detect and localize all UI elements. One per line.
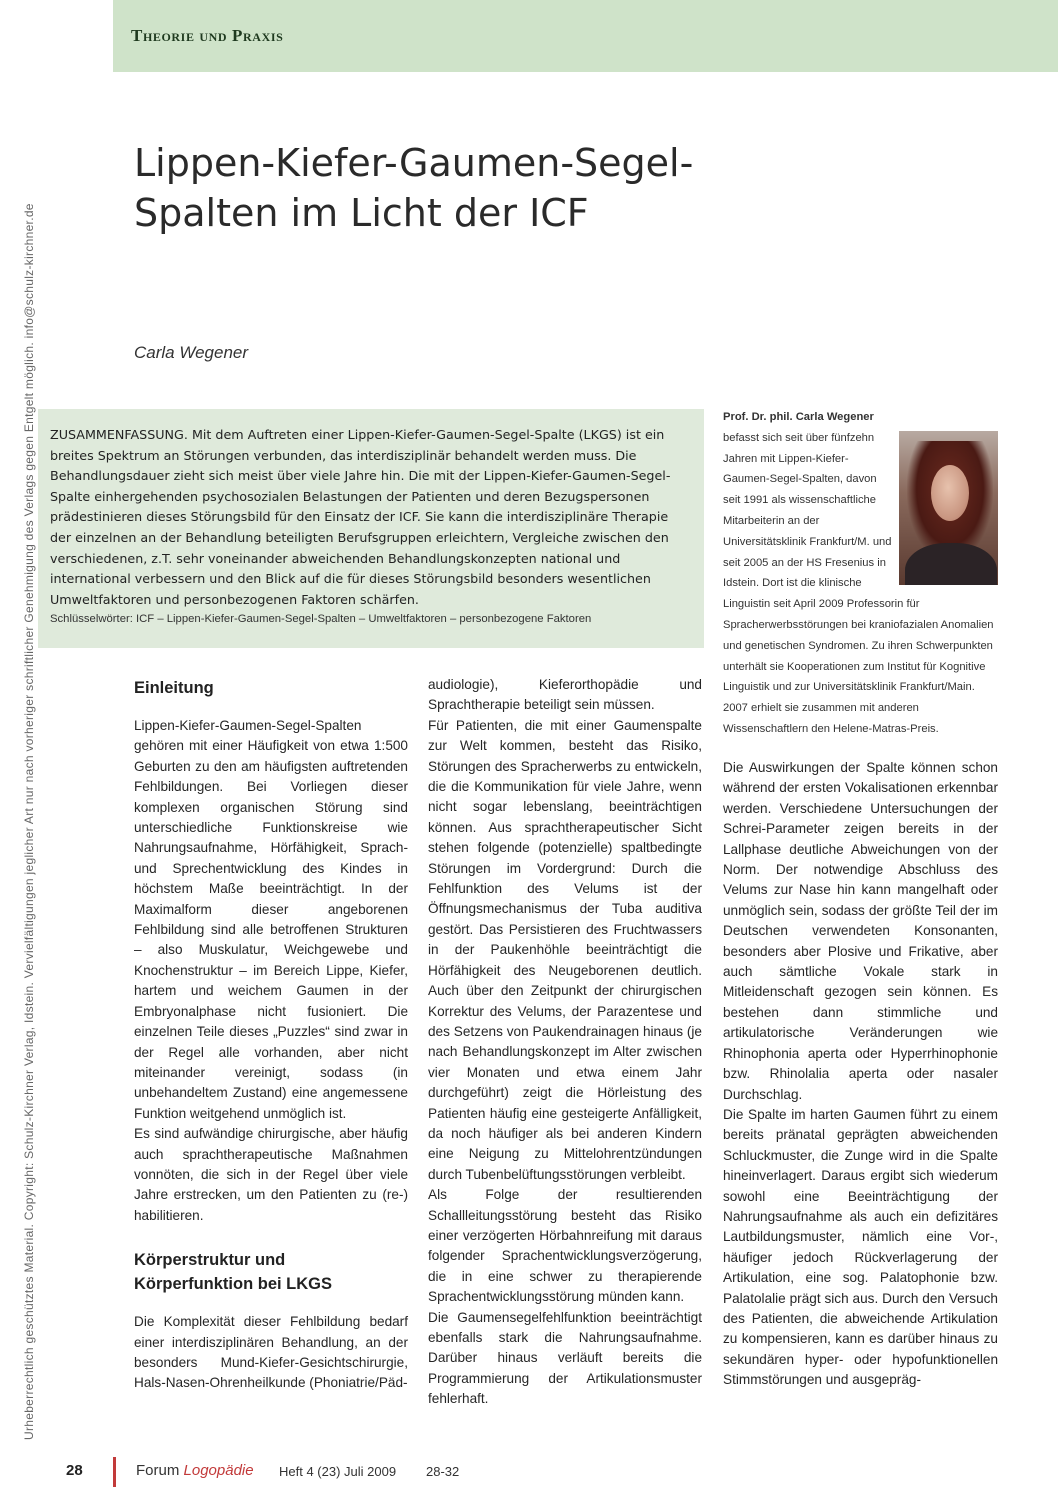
bio-name: Prof. Dr. phil. Carla Wegener (723, 411, 874, 423)
keywords: Schlüsselwörter: ICF – Lippen-Kiefer-Gaumen-Segel-Spalten – Umweltfaktoren – personbezogene Faktoren (50, 613, 592, 626)
article-title: Lippen-Kiefer-Gaumen-Segel-Spalten im Licht der ICF (134, 141, 694, 235)
abstract-box (38, 409, 704, 648)
paragraph: Die Gaumensegelfehlfunktion beeinträchtigt ebenfalls stark die Nahrungsaufnahme. Darüber hinaus verläuft bereits die Programmierung der Artikulationsmuster fehlerhaft. (428, 1309, 702, 1407)
photo-face (931, 465, 969, 521)
author-bio (723, 407, 998, 740)
page-footer (0, 1457, 1058, 1497)
column-3 (723, 758, 998, 1391)
journal-name-sub: Logopädie (183, 1462, 254, 1479)
abstract-text: ZUSAMMENFASSUNG. Mit dem Auftreten einer Lippen-Kiefer-Gaumen-Segel-Spalte (LKGS) ist ein breites Spektrum an Störungen verbunden, das interdisziplinär behandelt werden muss. Die Behandlungsdauer zieht sich meist über viele Jahre hin. Die mit der Lippen-Kiefer-Gaumen-Segel-Spalte einhergehenden psychosozialen Belastungen der Patienten und deren Bezugspersonen prädestinieren dieses Störungsbild für den Einsatz der ICF. Sie kann die interdisziplinäre Therapie der einzelnen an der Behandlung beteiligten Berufsgruppen erleichtern, Vergleiche zwischen den verschiedenen, z.T. sehr voneinander abweichenden Behandlungskonzepten national und international verbessern und den Blick auf die für dieses Störungsbild besonders wesentlichen Umweltfaktoren und personbezogenen Faktoren schärfen. (50, 427, 671, 607)
paragraph: Es sind aufwändige chirurgische, aber häufig auch sprachtherapeutische Maßnahmen vonnöten, die sich in der Regel über viele Jahre erstrecken, um den Patienten zu (re-) habilitieren. (134, 1126, 408, 1223)
footer-divider (113, 1457, 116, 1487)
journal-name-main: Forum (136, 1462, 180, 1479)
paragraph: Die Komplexität dieser Fehlbildung bedarf einer interdisziplinären Behandlung, an der besonders Mund-Kiefer-Gesichtschirurgie, Hals-Nasen-Ohrenheilkunde (Phoniatrie/Päd- (134, 1314, 408, 1391)
journal-name (136, 1462, 254, 1479)
paragraph: audiologie), Kieferorthopädie und Sprachtherapie beteiligt sein müssen. (428, 677, 702, 713)
page-range: 28-32 (426, 1464, 460, 1479)
bio-text: befasst sich seit über fünfzehn Jahren mit Lippen-Kiefer-Gaumen-Segel-Spalten, davon seit 1991 als wissenschaftliche Mitarbeiterin an der Universitätsklinik Frankfurt/M. und seit 2005 an der HS Fresenius in Idstein. Dort ist die klinische Linguistin seit April 2009 Professorin für Spracherwerbsstörungen bei kraniofazialen Anomalien und genetischen Syndromen. Zu ihren Schwerpunkten unterhält sie Kooperationen zum Institut für Kognitive Linguistik und zur Universitätsklinik Frankfurt/Main. 2007 erhielt sie zusammen mit anderen Wissenschaftlern den Helene-Matras-Preis. (723, 431, 994, 735)
heading-koerperstruktur: Körperstruktur und Körperfunktion bei LKGS (134, 1251, 332, 1294)
page-number: 28 (66, 1462, 83, 1479)
heading-einleitung: Einleitung (134, 679, 214, 697)
column-1 (134, 676, 408, 1394)
paragraph: Als Folge der resultierenden Schallleitungsstörung besteht das Risiko einer verzögerten Hörbahnreifung mit daraus folgender Sprachentwicklungsverzögerung, die in eine schwer zu therapierende Sprachentwicklungsstörung münden kann. (428, 1187, 702, 1305)
paragraph: Die Auswirkungen der Spalte können schon während der ersten Vokalisationen erkennbar werden. Verschiedene Untersuchungen der Schrei-Parameter zeigen bereits in der Lallphase deutliche Abweichungen von der Norm. Der notwendige Abschluss des Velums zur Nase hin kann mangelhaft oder unmöglich sein, sodass der größte Teil der im Deutschen verwendeten Konsonanten, besonders aber Plosive und Frikative, aber auch sämtliche Vokale stark in Mitleidenschaft gezogen sein können. Es bestehen dann stimmliche und artikulatorische Veränderungen wie Rhinophonia aperta oder Hyperrhinophonie bzw. Rhinolalia aperta oder nasaler Durchschlag. (723, 760, 998, 1102)
copyright-notice: Urheberrechtlich geschütztes Material. Copyright: Schulz-Kirchner Verlag, Idstein. Vervielfältigungen jeglicher Art nur nach vorheriger schriftlicher Genehmigung des Verlags gegen Entgelt möglich. info@schulz-kirchner.de (22, 203, 36, 1440)
section-label: Theorie und Praxis (131, 26, 284, 45)
column-2 (428, 675, 702, 1410)
photo-shoulders (905, 543, 997, 585)
paragraph: Lippen-Kiefer-Gaumen-Segel-Spalten gehören mit einer Häufigkeit von etwa 1:500 Geburten zu den am häufigsten auftretenden Fehlbildungen. Bei Vorliegen dieser komplexen organischen Störung sind unterschiedliche Funktionskreise wie Nahrungsaufnahme, Hörfähigkeit, Sprach- und Sprechentwicklung des Kindes in höchstem Maße beeinträchtigt. In der Maximalform dieser angeborenen Fehlbildung sind alle betroffenen Strukturen – also Muskulatur, Weichgewebe und Knochenstruktur – im Bereich Lippe, Kiefer, hartem und weichem Gaumen in der Embryonalphase nicht fusioniert. Die einzelnen Teile dieses „Puzzles“ sind zwar in der Regel alle vorhanden, aber nicht miteinander vereinigt, sodass (in unbehandeltem Zustand) eine angemessene Funktion weitgehend unmöglich ist. (134, 718, 408, 1121)
article-author: Carla Wegener (134, 343, 249, 362)
paragraph: Für Patienten, die mit einer Gaumenspalte zur Welt kommen, besteht das Risiko, Störungen des Spracherwerbs zu entwickeln, die die Kommunikation für viele Jahre, wenn nicht sogar lebenslang, beeinträchtigen können. Aus sprachtherapeutischer Sicht stehen folgende (potenzielle) spaltbedingte Störungen im Vordergrund: Durch die Fehlfunktion des Velums ist der Öffnungsmechanismus der Tuba auditiva gestört. Das Persistieren des Fruchtwassers in der Paukenhöhle beeinträchtigt die Hörfähigkeit des Neugeborenen deutlich. Auch über den Zeitpunkt der chirurgischen Korrektur des Velums, der Parazentese und des Setzens von Paukendrainagen hinaus (je nach Behandlungskonzept im Alter zwischen vier Monaten und etwa einem Jahr durchgeführt) zeigt die Hörleistung des Patienten häufig eine gesteigerte Anfälligkeit, da noch häufiger als bei anderen Kindern eine Neigung zu Mittelohrentzündungen durch Tubenbelüftungsstörungen verbleibt. (428, 717, 702, 1182)
journal-issue: Heft 4 (23) Juli 2009 (279, 1464, 397, 1479)
paragraph: Die Spalte im harten Gaumen führt zu einem bereits pränatal geprägten abweichenden Schluckmuster, die Zunge wird in die Spalte hineinverlagert. Daraus ergibt sich wiederum sowohl eine Beeinträchtigung der Nahrungsaufnahme als auch ein defizitäres Lautbildungsmuster, nämlich eine Vor-, häufiger jedoch Rückverlagerung der Artikulation, eine sog. Palatophonie bzw. Palatolalie prägt sich aus. Durch den Versuch des Patienten, die abweichende Artikulation zu kompensieren, kann es darüber hinaus zu sekundären hyper- oder hypofunktionellen Stimmstörungen und ausgepräg- (723, 1106, 998, 1388)
author-photo (899, 431, 998, 585)
